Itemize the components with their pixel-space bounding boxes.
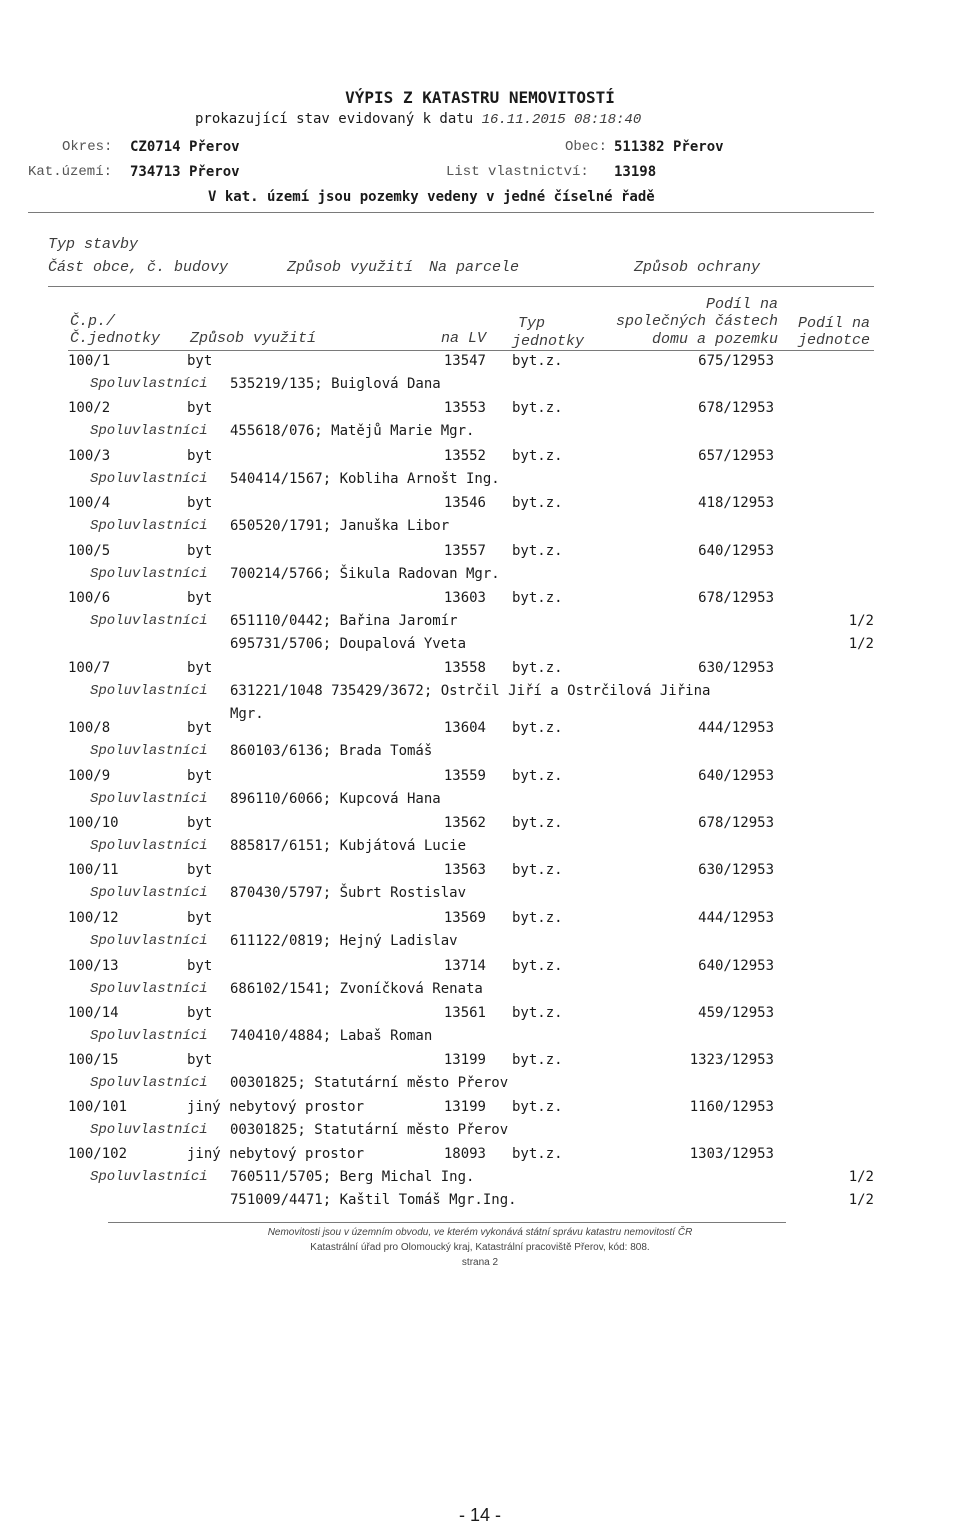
owner-name: 860103/6136; Brada Tomáš — [230, 743, 433, 759]
obec-value: 511382 Přerov — [614, 139, 724, 155]
unit-lv: 13199 — [443, 1099, 486, 1115]
unit-share: 1160/12953 — [689, 1099, 774, 1115]
unit-type: byt.z. — [512, 353, 563, 369]
owner-label: Spoluvlastníci — [90, 613, 208, 629]
unit-type: byt.z. — [512, 543, 563, 559]
unit-share: 640/12953 — [698, 958, 774, 974]
unit-lv: 13604 — [443, 720, 486, 736]
col-zpusob: Způsob využití — [190, 330, 317, 347]
owner-label: Spoluvlastníci — [90, 743, 208, 759]
unit-share: 444/12953 — [698, 720, 774, 736]
owner-label: Spoluvlastníci — [90, 1075, 208, 1091]
owner-label: Spoluvlastníci — [90, 683, 208, 699]
owner-name: 540414/1567; Kobliha Arnošt Ing. — [230, 471, 500, 487]
footer-line-1: Nemovitosti jsou v územním obvodu, ve kterém vykonává státní správu katastru nemovitostí ČR — [267, 1227, 693, 1238]
owner-label: Spoluvlastníci — [90, 1028, 208, 1044]
owner-name: 650520/1791; Januška Libor — [230, 518, 450, 534]
unit-lv: 13547 — [443, 353, 486, 369]
unit-id: 100/13 — [68, 958, 119, 974]
okres-label: Okres: — [62, 139, 113, 155]
col-cp: Č.p./ — [70, 313, 116, 330]
unit-share: 657/12953 — [698, 448, 774, 464]
okres-value: CZ0714 Přerov — [130, 139, 240, 155]
unit-id: 100/12 — [68, 910, 119, 926]
unit-id: 100/101 — [68, 1099, 128, 1115]
col-cjednotky: Č.jednotky — [70, 330, 161, 347]
unit-lv: 13569 — [443, 910, 486, 926]
unit-type: byt.z. — [512, 1146, 563, 1162]
unit-share: 678/12953 — [698, 400, 774, 416]
unit-type: byt.z. — [512, 768, 563, 784]
unit-share: 1323/12953 — [689, 1052, 774, 1068]
unit-id: 100/11 — [68, 862, 119, 878]
footer-line-3: strana 2 — [461, 1257, 499, 1268]
unit-type: byt.z. — [512, 862, 563, 878]
subtitle — [195, 111, 641, 128]
owner-name: 885817/6151; Kubjátová Lucie — [230, 838, 467, 854]
owner-name: 896110/6066; Kupcová Hana — [230, 791, 441, 807]
unit-type: byt.z. — [512, 400, 563, 416]
owner-fraction: 1/2 — [848, 1169, 874, 1185]
unit-use: byt — [187, 660, 213, 676]
unit-type: byt.z. — [512, 660, 563, 676]
unit-id: 100/8 — [68, 720, 111, 736]
unit-id: 100/10 — [68, 815, 119, 831]
cast-obce-label: Část obce, č. budovy — [48, 259, 229, 276]
unit-use: byt — [187, 400, 213, 416]
col-nalv: na LV — [441, 330, 487, 347]
unit-type: byt.z. — [512, 815, 563, 831]
divider — [68, 350, 874, 351]
unit-use: byt — [187, 590, 213, 606]
unit-lv: 13563 — [443, 862, 486, 878]
owner-label: Spoluvlastníci — [90, 1122, 208, 1138]
unit-share: 630/12953 — [698, 660, 774, 676]
obec-label: Obec: — [565, 139, 608, 155]
owner-label: Spoluvlastníci — [90, 1169, 208, 1185]
col-typ: Typ — [518, 315, 546, 332]
owner-name: 686102/1541; Zvoníčková Renata — [230, 981, 483, 997]
owner-name: 611122/0819; Hejný Ladislav — [230, 933, 458, 949]
unit-share: 1303/12953 — [689, 1146, 774, 1162]
unit-lv: 13559 — [443, 768, 486, 784]
owner-name: 695731/5706; Doupalová Yveta — [230, 636, 467, 652]
footer-line-2: Katastrální úřad pro Olomoucký kraj, Katastrální pracoviště Přerov, kód: 808. — [310, 1242, 650, 1253]
owner-fraction: 1/2 — [848, 636, 874, 652]
subtitle-text: prokazující stav evidovaný k datu — [195, 111, 474, 127]
unit-share: 678/12953 — [698, 590, 774, 606]
unit-id: 100/6 — [68, 590, 111, 606]
unit-lv: 13553 — [443, 400, 486, 416]
owner-name: Mgr. — [230, 706, 264, 722]
col-podil-2: společných částech — [615, 313, 778, 330]
unit-lv: 13558 — [443, 660, 486, 676]
owner-name: 631221/1048 735429/3672; Ostrčil Jiří a Ostrčilová Jiřina — [230, 683, 711, 699]
unit-type: byt.z. — [512, 590, 563, 606]
owner-name: 455618/076; Matějů Marie Mgr. — [230, 423, 475, 439]
unit-id: 100/4 — [68, 495, 111, 511]
page-number: - 14 - — [458, 1505, 501, 1525]
unit-lv: 13561 — [443, 1005, 486, 1021]
unit-use: byt — [187, 910, 213, 926]
owner-label: Spoluvlastníci — [90, 981, 208, 997]
lv-value: 13198 — [614, 164, 657, 180]
typ-stavby-label: Typ stavby — [48, 236, 139, 253]
col-jednotky: jednotky — [512, 333, 585, 350]
unit-share: 640/12953 — [698, 543, 774, 559]
owner-label: Spoluvlastníci — [90, 518, 208, 534]
owner-name: 760511/5705; Berg Michal Ing. — [230, 1169, 475, 1185]
divider — [28, 212, 874, 213]
owner-label: Spoluvlastníci — [90, 885, 208, 901]
owner-label: Spoluvlastníci — [90, 376, 208, 392]
unit-share: 640/12953 — [698, 768, 774, 784]
na-parcele-label: Na parcele — [429, 259, 520, 276]
unit-use: byt — [187, 543, 213, 559]
unit-lv: 18093 — [443, 1146, 486, 1162]
zpusob-vyuziti-label: Způsob využití — [287, 259, 414, 276]
unit-share: 675/12953 — [698, 353, 774, 369]
unit-id: 100/9 — [68, 768, 111, 784]
unit-type: byt.z. — [512, 720, 563, 736]
unit-use: byt — [187, 862, 213, 878]
unit-use: jiný nebytový prostor — [187, 1099, 365, 1115]
col-podil-jednotce-1: Podíl na — [798, 315, 871, 332]
unit-use: byt — [187, 1005, 213, 1021]
unit-use: byt — [187, 958, 213, 974]
katuzemi-value: 734713 Přerov — [130, 164, 240, 180]
unit-lv: 13603 — [443, 590, 486, 606]
unit-id: 100/5 — [68, 543, 111, 559]
owner-label: Spoluvlastníci — [90, 566, 208, 582]
unit-share: 678/12953 — [698, 815, 774, 831]
unit-lv: 13552 — [443, 448, 486, 464]
unit-lv: 13557 — [443, 543, 486, 559]
unit-use: byt — [187, 495, 213, 511]
col-podil-jednotce-2: jednotce — [798, 332, 871, 349]
owner-name: 870430/5797; Šubrt Rostislav — [230, 885, 467, 901]
owner-label: Spoluvlastníci — [90, 791, 208, 807]
owner-label: Spoluvlastníci — [90, 933, 208, 949]
unit-use: byt — [187, 448, 213, 464]
owner-label: Spoluvlastníci — [90, 471, 208, 487]
unit-id: 100/15 — [68, 1052, 119, 1068]
unit-id: 100/14 — [68, 1005, 119, 1021]
unit-type: byt.z. — [512, 1005, 563, 1021]
unit-lv: 13546 — [443, 495, 486, 511]
unit-share: 630/12953 — [698, 862, 774, 878]
owner-fraction: 1/2 — [848, 1192, 874, 1208]
unit-id: 100/1 — [68, 353, 111, 369]
note: V kat. území jsou pozemky vedeny v jedné číselné řadě — [208, 189, 655, 205]
katuzemi-label: Kat.území: — [28, 164, 113, 180]
unit-id: 100/2 — [68, 400, 111, 416]
unit-share: 459/12953 — [698, 1005, 774, 1021]
owner-name: 700214/5766; Šikula Radovan Mgr. — [230, 566, 500, 582]
unit-share: 444/12953 — [698, 910, 774, 926]
unit-use: jiný nebytový prostor — [187, 1146, 365, 1162]
col-podil-1: Podíl na — [705, 296, 778, 313]
owner-fraction: 1/2 — [848, 613, 874, 629]
owner-name: 651110/0442; Bařina Jaromír — [230, 613, 458, 629]
col-podil-3: domu a pozemku — [651, 331, 778, 348]
document-title: VÝPIS Z KATASTRU NEMOVITOSTÍ — [345, 88, 615, 107]
zpusob-ochrany-label: Způsob ochrany — [634, 259, 761, 276]
unit-lv: 13562 — [443, 815, 486, 831]
unit-share: 418/12953 — [698, 495, 774, 511]
unit-type: byt.z. — [512, 958, 563, 974]
unit-lv: 13714 — [443, 958, 486, 974]
unit-id: 100/7 — [68, 660, 111, 676]
unit-id: 100/102 — [68, 1146, 128, 1162]
divider — [48, 286, 874, 287]
unit-use: byt — [187, 815, 213, 831]
unit-type: byt.z. — [512, 910, 563, 926]
unit-lv: 13199 — [443, 1052, 486, 1068]
unit-type: byt.z. — [512, 495, 563, 511]
subtitle-date: 16.11.2015 08:18:40 — [481, 112, 642, 128]
owner-label: Spoluvlastníci — [90, 838, 208, 854]
owner-name: 00301825; Statutární město Přerov — [230, 1075, 509, 1091]
unit-type: byt.z. — [512, 448, 563, 464]
owner-name: 535219/135; Buiglová Dana — [230, 376, 441, 392]
owner-name: 00301825; Statutární město Přerov — [230, 1122, 509, 1138]
unit-use: byt — [187, 768, 213, 784]
divider — [108, 1222, 786, 1223]
owner-name: 740410/4884; Labaš Roman — [230, 1028, 433, 1044]
unit-use: byt — [187, 720, 213, 736]
owner-label: Spoluvlastníci — [90, 423, 208, 439]
unit-id: 100/3 — [68, 448, 111, 464]
unit-use: byt — [187, 1052, 213, 1068]
unit-type: byt.z. — [512, 1099, 563, 1115]
owner-name: 751009/4471; Kaštil Tomáš Mgr.Ing. — [230, 1192, 517, 1208]
unit-use: byt — [187, 353, 213, 369]
lv-label: List vlastnictví: — [446, 164, 589, 180]
unit-type: byt.z. — [512, 1052, 563, 1068]
